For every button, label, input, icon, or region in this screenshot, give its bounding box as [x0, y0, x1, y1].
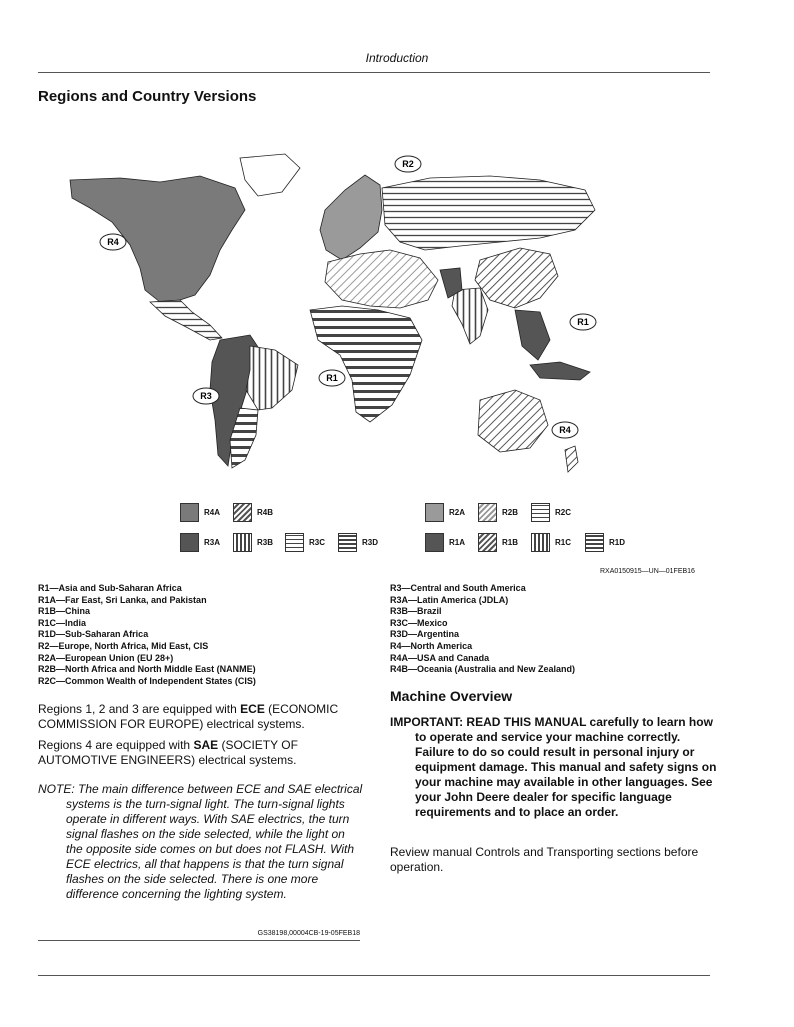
map-label-r1-asia	[570, 314, 596, 330]
svg-text:R1: R1	[326, 373, 338, 383]
region-key-item: R1B—China	[38, 606, 91, 617]
legend-swatch	[478, 503, 497, 522]
map-region-mexico	[150, 300, 222, 340]
map-region-brazil	[246, 346, 298, 410]
map-region-north-america	[70, 176, 245, 302]
map-region-china	[475, 248, 558, 308]
region-key-item: R3C—Mexico	[390, 617, 448, 628]
svg-text:R2: R2	[402, 159, 414, 169]
header-rule	[38, 72, 710, 73]
region-key-item: R3—Central and South America	[390, 583, 526, 593]
note-text: NOTE: The main difference between ECE and SAE electrical systems is the turn-signal light. The turn-signal lights operate in different ways. With SAE electrics, the turn signal flashes on the side selected, while the light on the opposite side comes on but does not FLASH. With ECE electrics, all that happens is that the turn signal flashes on the side selected. There is one more difference concerning the lighting system.	[38, 782, 363, 901]
map-region-greenland	[240, 154, 300, 196]
legend-swatch	[285, 533, 304, 552]
map-region-cis	[382, 176, 595, 250]
region-key-item: R3B—Brazil	[390, 606, 442, 617]
important-notice: IMPORTANT: READ THIS MANUAL carefully to learn how to operate and service your machine correctly. Failure to do so could result in personal injury or equipment damage. This manual and safety signs on your machine may available in other languages. See your John Deere dealer for specific language requirements and to place an order.	[390, 715, 717, 819]
page-title: Regions and Country Versions	[38, 88, 257, 105]
map-region-sub-saharan-africa	[310, 306, 422, 422]
region-key-item: R4B—Oceania (Australia and New Zealand)	[390, 664, 576, 675]
map-label-r4-north-america	[100, 234, 126, 250]
sae-paragraph: Regions 4 are equipped with SAE (SOCIETY OF AUTOMOTIVE ENGINEERS) electrical systems.	[38, 738, 298, 767]
region-key-item: R1A—Far East, Sri Lanka, and Pakistan	[38, 594, 207, 605]
svg-text:R4: R4	[107, 237, 119, 247]
region-key-right	[390, 583, 575, 676]
page-header: Introduction	[365, 51, 429, 65]
region-key-item: R2A—European Union (EU 28+)	[38, 652, 174, 663]
region-key-left	[38, 583, 256, 687]
region-key-item: R4A—USA and Canada	[390, 652, 490, 663]
map-label-r1-africa	[319, 370, 345, 386]
legend-swatch	[425, 533, 444, 552]
legend-swatch	[233, 533, 252, 552]
review-text: Review manual Controls and Transporting sections before operation.	[390, 845, 699, 874]
region-key-item: R3A—Latin America (JDLA)	[390, 594, 509, 605]
legend-swatch	[180, 533, 199, 552]
region-key-item: R1C—India	[38, 617, 87, 628]
map-region-india	[452, 288, 488, 344]
legend-swatch	[585, 533, 604, 552]
machine-overview-title: Machine Overview	[390, 688, 513, 704]
map-label-r4-oceania	[552, 422, 578, 438]
map-region-indonesia	[530, 362, 590, 380]
map-region-far-east	[515, 310, 550, 360]
svg-text:R3: R3	[200, 391, 212, 401]
legend-swatch	[425, 503, 444, 522]
legend-swatch	[531, 503, 550, 522]
map-region-australia	[478, 390, 548, 452]
map-label-r2	[395, 156, 421, 172]
map-label-r3	[193, 388, 219, 404]
region-key-item: R1—Asia and Sub-Saharan Africa	[38, 583, 182, 593]
document-reference: GS38198,00004CB-19-05FEB18	[257, 930, 360, 937]
region-key-item: R1D—Sub-Saharan Africa	[38, 629, 149, 640]
section-rule	[38, 940, 360, 941]
region-key-item: R2C—Common Wealth of Independent States (CIS)	[38, 675, 256, 686]
map-region-nanme	[325, 250, 438, 308]
legend-swatch	[531, 533, 550, 552]
region-key-item: R2B—North Africa and North Middle East (NANME)	[38, 664, 256, 675]
region-key-item: R4—North America	[390, 640, 473, 651]
legend-swatch	[338, 533, 357, 552]
figure-credit: RXA0150915—UN—01FEB16	[600, 568, 695, 575]
footer-rule	[38, 975, 710, 976]
legend-swatch	[478, 533, 497, 552]
map-region-new-zealand	[565, 446, 578, 472]
world-region-map	[60, 150, 600, 480]
map-region-europe	[320, 175, 382, 260]
region-key-item: R3D—Argentina	[390, 629, 460, 640]
ece-paragraph: Regions 1, 2 and 3 are equipped with ECE (ECONOMIC COMMISSION FOR EUROPE) electrical systems.	[38, 702, 339, 731]
region-key-item: R2—Europe, North Africa, Mid East, CIS	[38, 640, 209, 651]
legend-swatch	[233, 503, 252, 522]
svg-text:R4: R4	[559, 425, 571, 435]
svg-text:R1: R1	[577, 317, 589, 327]
legend-swatch	[180, 503, 199, 522]
